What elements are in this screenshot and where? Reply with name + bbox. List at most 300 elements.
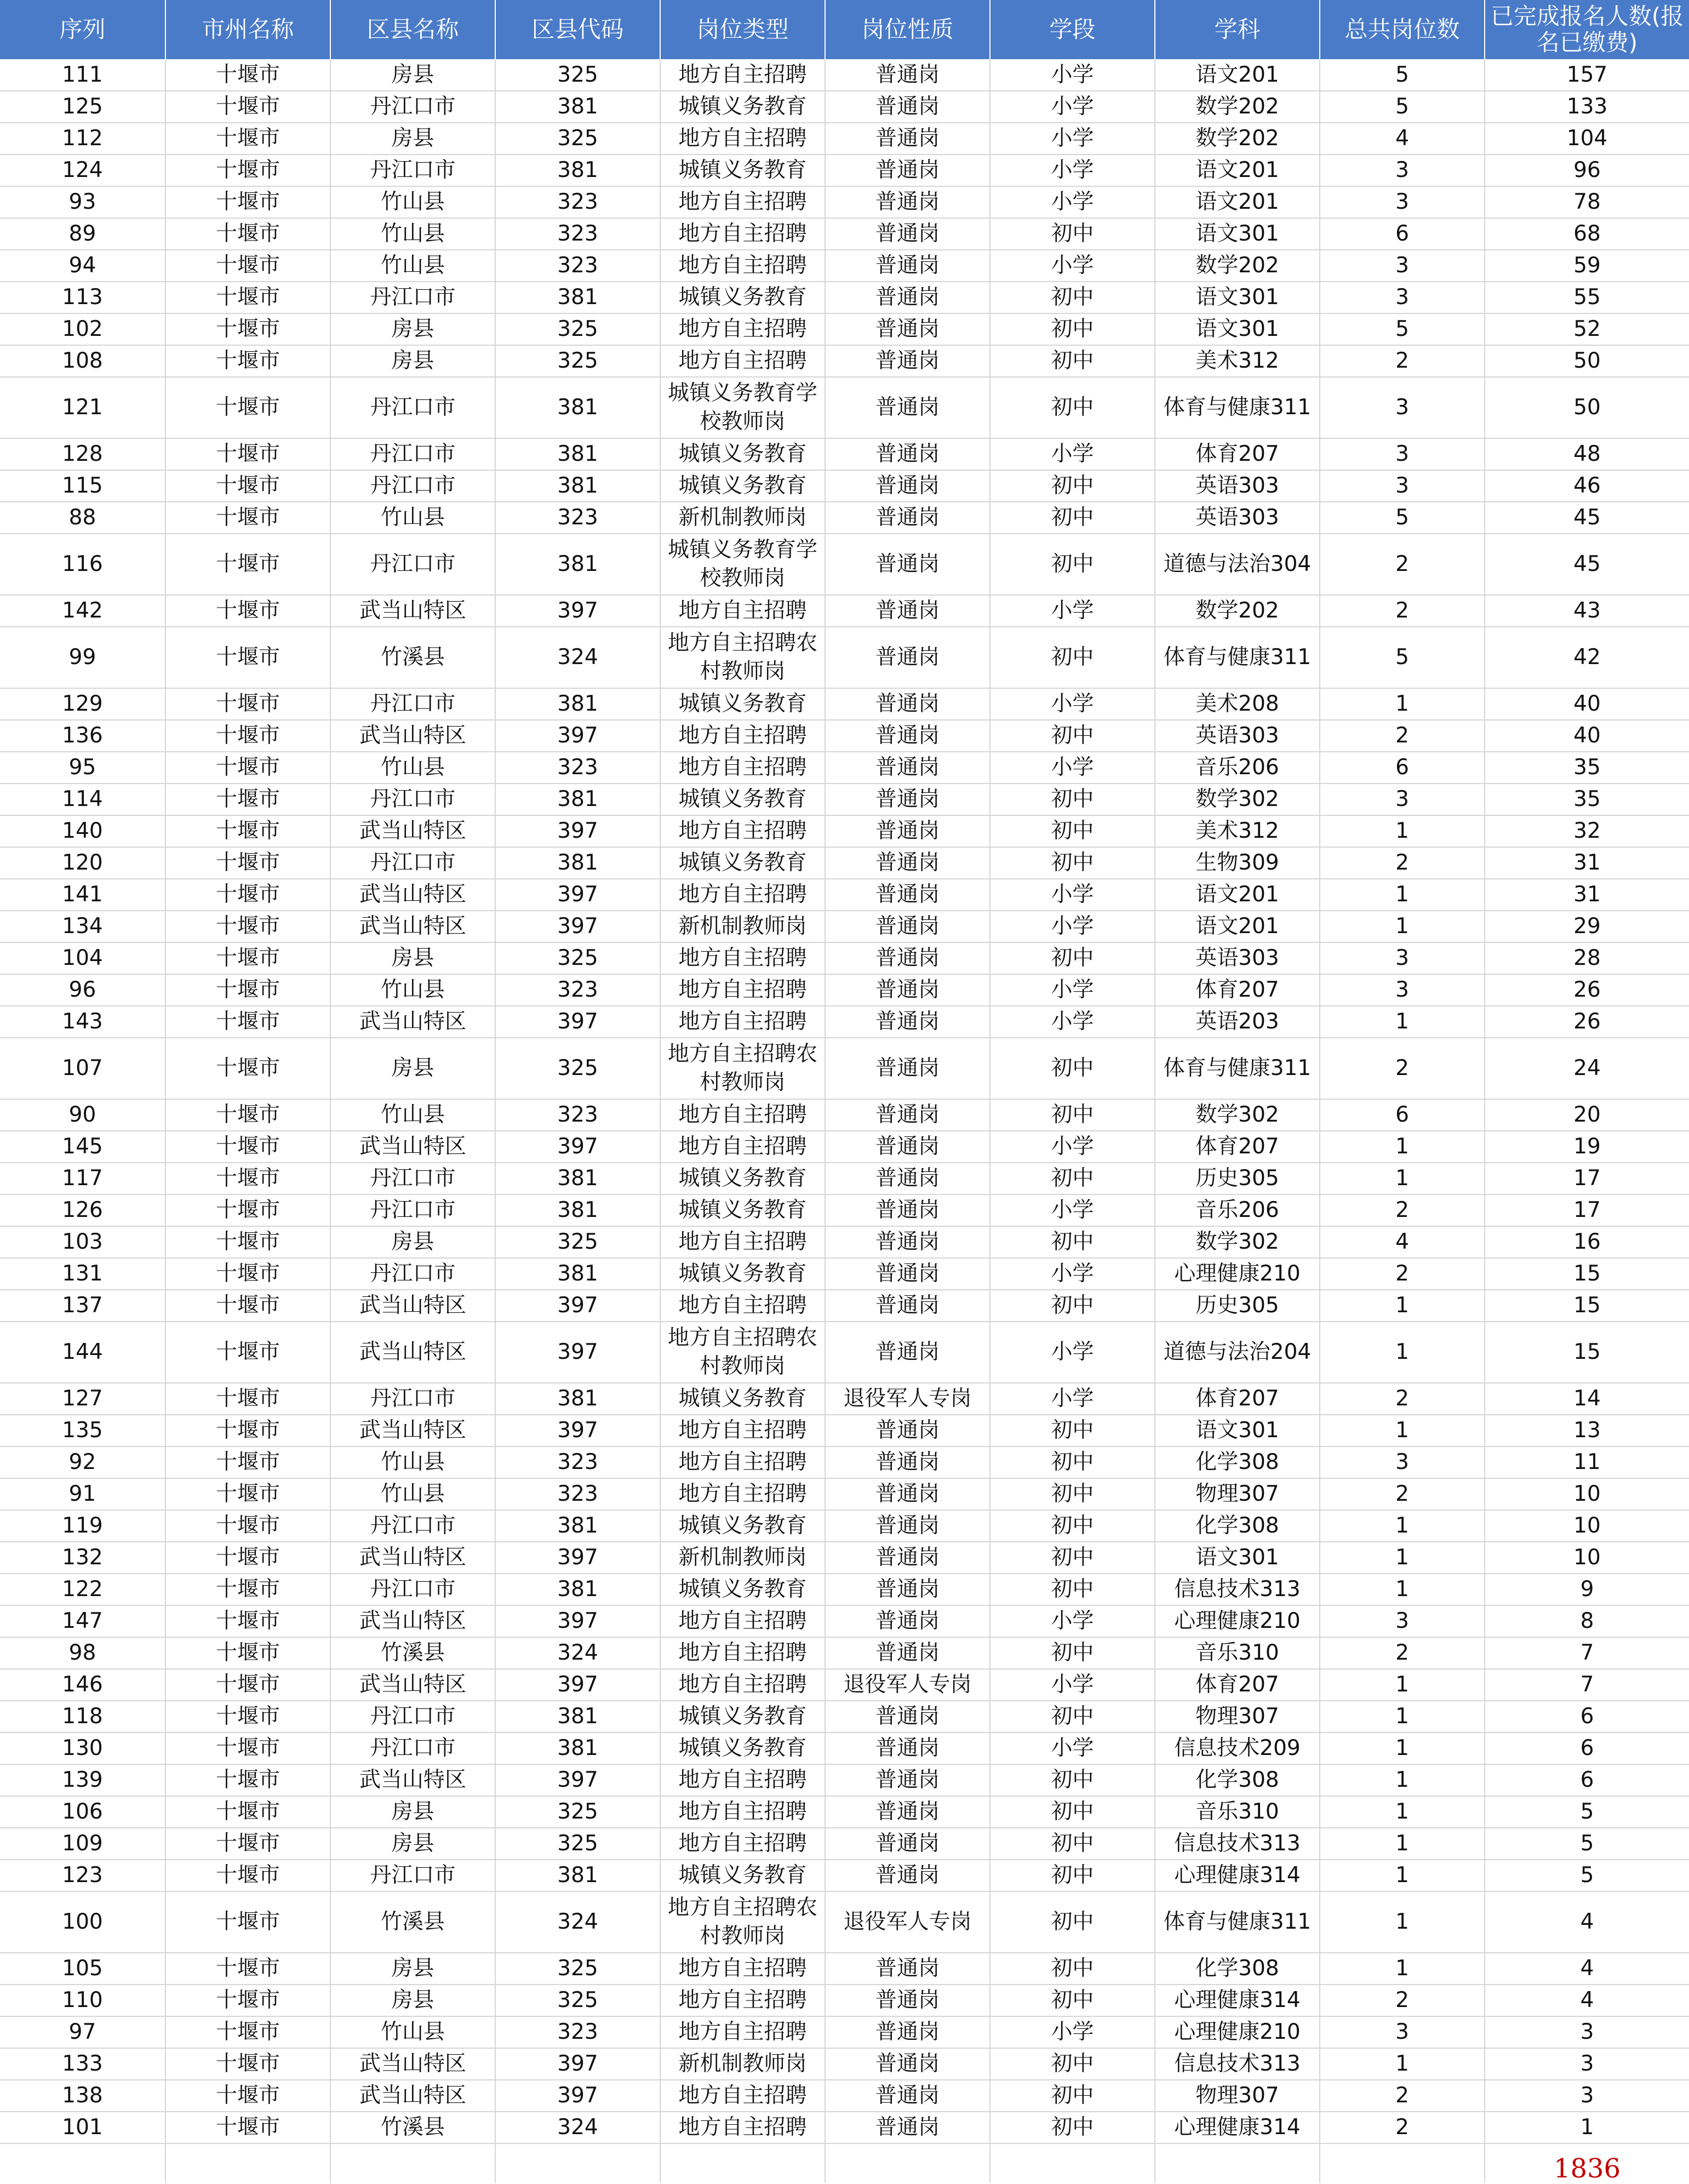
cell-city[interactable]: 十堰市 [165,688,330,720]
cell-total-posts[interactable]: 4 [1320,123,1485,155]
cell-subject[interactable]: 心理健康210 [1155,1258,1320,1290]
table-row[interactable] [0,155,1689,186]
cell-applicants[interactable]: 96 [1485,155,1689,186]
cell-serial[interactable]: 131 [0,1258,165,1290]
cell-county-code[interactable]: 381 [495,847,660,879]
cell-applicants[interactable]: 40 [1485,720,1689,752]
cell-serial[interactable]: 124 [0,155,165,186]
cell-city[interactable]: 十堰市 [165,1415,330,1447]
cell-city[interactable]: 十堰市 [165,720,330,752]
table-row[interactable] [0,720,1689,752]
cell-subject[interactable]: 数学202 [1155,595,1320,627]
cell-post-nature[interactable]: 普通岗 [825,2080,990,2112]
cell-total-posts[interactable]: 2 [1320,1194,1485,1226]
cell-city[interactable]: 十堰市 [165,1447,330,1478]
cell-serial[interactable]: 116 [0,534,165,595]
cell-post-type[interactable]: 地方自主招聘 [660,1953,825,1985]
cell-city[interactable]: 十堰市 [165,911,330,942]
cell-serial[interactable]: 90 [0,1099,165,1131]
cell-county[interactable]: 丹江口市 [330,847,495,879]
cell-county-code[interactable]: 324 [495,1891,660,1953]
cell-serial[interactable]: 104 [0,942,165,974]
cell-applicants[interactable]: 35 [1485,784,1689,815]
cell-county[interactable]: 竹溪县 [330,2112,495,2143]
cell-post-nature[interactable]: 普通岗 [825,2112,990,2143]
cell-county[interactable]: 丹江口市 [330,1194,495,1226]
cell-county[interactable]: 丹江口市 [330,1163,495,1194]
cell-subject[interactable]: 语文301 [1155,313,1320,345]
cell-total-posts[interactable]: 1 [1320,1828,1485,1860]
cell-post-nature[interactable]: 普通岗 [825,282,990,313]
table-row[interactable] [0,1163,1689,1194]
cell-post-type[interactable]: 地方自主招聘 [660,595,825,627]
table-row[interactable] [0,1891,1689,1953]
cell-county-code[interactable]: 323 [495,1447,660,1478]
cell-school-level[interactable]: 小学 [990,1383,1155,1415]
cell-serial[interactable]: 123 [0,1860,165,1891]
cell-post-nature[interactable]: 普通岗 [825,1290,990,1322]
cell-school-level[interactable]: 小学 [990,752,1155,784]
cell-post-type[interactable]: 地方自主招聘 [660,1290,825,1322]
cell-school-level[interactable]: 小学 [990,1733,1155,1764]
cell-school-level[interactable]: 初中 [990,1447,1155,1478]
cell-subject[interactable]: 信息技术313 [1155,1574,1320,1605]
cell-total-posts[interactable]: 2 [1320,345,1485,377]
cell-post-type[interactable]: 城镇义务教育 [660,91,825,123]
cell-serial[interactable]: 102 [0,313,165,345]
cell-total-posts[interactable]: 6 [1320,218,1485,250]
cell-post-type[interactable]: 新机制教师岗 [660,911,825,942]
table-row[interactable] [0,123,1689,155]
cell-city[interactable]: 十堰市 [165,974,330,1006]
cell-applicants[interactable]: 10 [1485,1478,1689,1510]
cell-school-level[interactable]: 初中 [990,1796,1155,1828]
cell-county[interactable]: 丹江口市 [330,1510,495,1542]
cell-school-level[interactable]: 小学 [990,1258,1155,1290]
cell-school-level[interactable]: 初中 [990,2048,1155,2080]
cell-post-nature[interactable]: 普通岗 [825,438,990,470]
cell-county[interactable]: 丹江口市 [330,438,495,470]
table-row[interactable] [0,1194,1689,1226]
cell-post-type[interactable]: 城镇义务教育 [660,1860,825,1891]
cell-subject[interactable]: 生物309 [1155,847,1320,879]
table-row[interactable] [0,502,1689,534]
cell-total-posts[interactable]: 5 [1320,502,1485,534]
cell-post-type[interactable]: 地方自主招聘 [660,2080,825,2112]
cell-school-level[interactable]: 初中 [990,720,1155,752]
cell-subject[interactable]: 英语303 [1155,502,1320,534]
cell-applicants[interactable]: 19 [1485,1131,1689,1163]
cell-applicants[interactable]: 7 [1485,1669,1689,1701]
cell-post-nature[interactable]: 普通岗 [825,847,990,879]
cell-applicants[interactable]: 9 [1485,1574,1689,1605]
header-total-posts[interactable]: 总共岗位数 [1320,0,1485,59]
cell-school-level[interactable]: 初中 [990,1478,1155,1510]
cell-total-posts[interactable]: 3 [1320,186,1485,218]
cell-county[interactable]: 竹山县 [330,1447,495,1478]
cell-post-nature[interactable]: 普通岗 [825,752,990,784]
cell-total-posts[interactable]: 1 [1320,1860,1485,1891]
cell-total-posts[interactable]: 2 [1320,1637,1485,1669]
cell-county[interactable]: 房县 [330,313,495,345]
cell-total-posts[interactable]: 2 [1320,2080,1485,2112]
cell-applicants[interactable]: 40 [1485,688,1689,720]
cell-applicants[interactable]: 11 [1485,1447,1689,1478]
cell-city[interactable]: 十堰市 [165,1322,330,1383]
cell-county-code[interactable]: 325 [495,313,660,345]
header-county-code[interactable]: 区县代码 [495,0,660,59]
cell-post-nature[interactable]: 普通岗 [825,534,990,595]
cell-serial[interactable]: 142 [0,595,165,627]
table-row[interactable] [0,59,1689,91]
cell-post-nature[interactable]: 普通岗 [825,155,990,186]
cell-school-level[interactable]: 初中 [990,1226,1155,1258]
cell-county[interactable]: 武当山特区 [330,1669,495,1701]
cell-post-nature[interactable]: 普通岗 [825,1226,990,1258]
cell-serial[interactable]: 108 [0,345,165,377]
cell-school-level[interactable]: 小学 [990,250,1155,282]
cell-school-level[interactable]: 初中 [990,1701,1155,1733]
cell-school-level[interactable]: 小学 [990,595,1155,627]
cell-city[interactable]: 十堰市 [165,1194,330,1226]
cell-serial[interactable]: 94 [0,250,165,282]
cell-applicants[interactable]: 4 [1485,1985,1689,2016]
cell-school-level[interactable]: 初中 [990,847,1155,879]
cell-city[interactable]: 十堰市 [165,1860,330,1891]
cell-school-level[interactable]: 初中 [990,815,1155,847]
cell-applicants[interactable]: 15 [1485,1258,1689,1290]
cell-subject[interactable]: 数学302 [1155,1226,1320,1258]
cell-post-nature[interactable]: 退役军人专岗 [825,1891,990,1953]
cell-serial[interactable]: 134 [0,911,165,942]
cell-total-posts[interactable]: 5 [1320,313,1485,345]
table-row[interactable] [0,1574,1689,1605]
cell-total-posts[interactable]: 1 [1320,688,1485,720]
cell-subject[interactable]: 体育与健康311 [1155,1891,1320,1953]
cell-school-level[interactable]: 小学 [990,1194,1155,1226]
cell-county-code[interactable]: 324 [495,627,660,688]
cell-county-code[interactable]: 323 [495,218,660,250]
cell-county[interactable]: 丹江口市 [330,688,495,720]
cell-post-type[interactable]: 城镇义务教育 [660,470,825,502]
table-row[interactable] [0,1701,1689,1733]
cell-school-level[interactable]: 初中 [990,627,1155,688]
cell-county[interactable]: 武当山特区 [330,2080,495,2112]
cell-post-nature[interactable]: 普通岗 [825,250,990,282]
cell-total-posts[interactable]: 1 [1320,815,1485,847]
cell-school-level[interactable]: 小学 [990,688,1155,720]
cell-school-level[interactable]: 初中 [990,784,1155,815]
table-row[interactable] [0,1828,1689,1860]
cell-post-nature[interactable]: 退役军人专岗 [825,1669,990,1701]
cell-post-type[interactable]: 地方自主招聘农村教师岗 [660,1891,825,1953]
cell-subject[interactable]: 历史305 [1155,1163,1320,1194]
cell-applicants[interactable]: 157 [1485,59,1689,91]
cell-post-type[interactable]: 地方自主招聘 [660,345,825,377]
cell-post-nature[interactable]: 普通岗 [825,595,990,627]
cell-county-code[interactable]: 381 [495,438,660,470]
cell-county[interactable]: 竹山县 [330,974,495,1006]
cell-school-level[interactable]: 初中 [990,1163,1155,1194]
table-row[interactable] [0,1258,1689,1290]
cell-applicants[interactable]: 48 [1485,438,1689,470]
cell-subject[interactable]: 数学202 [1155,91,1320,123]
header-post-nature[interactable]: 岗位性质 [825,0,990,59]
cell-school-level[interactable]: 小学 [990,1322,1155,1383]
cell-applicants[interactable]: 16 [1485,1226,1689,1258]
cell-post-type[interactable]: 地方自主招聘 [660,1478,825,1510]
cell-applicants[interactable]: 31 [1485,847,1689,879]
table-row[interactable] [0,1953,1689,1985]
cell-county[interactable]: 竹溪县 [330,627,495,688]
cell-county[interactable]: 武当山特区 [330,911,495,942]
cell-serial[interactable]: 130 [0,1733,165,1764]
cell-subject[interactable]: 体育207 [1155,1383,1320,1415]
table-row[interactable] [0,688,1689,720]
table-row[interactable] [0,282,1689,313]
cell-post-type[interactable]: 地方自主招聘 [660,1006,825,1038]
cell-county-code[interactable]: 381 [495,1574,660,1605]
cell-county-code[interactable]: 381 [495,1701,660,1733]
cell-applicants[interactable]: 15 [1485,1322,1689,1383]
cell-post-nature[interactable]: 普通岗 [825,1038,990,1099]
cell-school-level[interactable]: 初中 [990,502,1155,534]
cell-city[interactable]: 十堰市 [165,59,330,91]
table-row[interactable] [0,534,1689,595]
cell-school-level[interactable]: 初中 [990,470,1155,502]
table-row[interactable] [0,1733,1689,1764]
cell-county-code[interactable]: 325 [495,59,660,91]
cell-subject[interactable]: 心理健康314 [1155,1860,1320,1891]
cell-city[interactable]: 十堰市 [165,218,330,250]
cell-subject[interactable]: 化学308 [1155,1953,1320,1985]
cell-subject[interactable]: 体育207 [1155,438,1320,470]
cell-post-type[interactable]: 新机制教师岗 [660,1542,825,1574]
cell-city[interactable]: 十堰市 [165,1953,330,1985]
cell-applicants[interactable]: 15 [1485,1290,1689,1322]
cell-post-type[interactable]: 城镇义务教育 [660,784,825,815]
cell-applicants[interactable]: 32 [1485,815,1689,847]
cell-serial[interactable]: 99 [0,627,165,688]
cell-post-type[interactable]: 城镇义务教育 [660,1510,825,1542]
cell-school-level[interactable]: 初中 [990,1985,1155,2016]
cell-total-posts[interactable]: 2 [1320,1383,1485,1415]
cell-post-nature[interactable]: 退役军人专岗 [825,1383,990,1415]
cell-school-level[interactable]: 初中 [990,1510,1155,1542]
table-row[interactable] [0,1322,1689,1383]
cell-city[interactable]: 十堰市 [165,534,330,595]
cell-applicants[interactable]: 24 [1485,1038,1689,1099]
cell-total-posts[interactable]: 3 [1320,1447,1485,1478]
cell-post-type[interactable]: 城镇义务教育 [660,155,825,186]
cell-subject[interactable]: 英语303 [1155,720,1320,752]
cell-county-code[interactable]: 323 [495,2016,660,2048]
cell-post-nature[interactable]: 普通岗 [825,942,990,974]
table-row[interactable] [0,815,1689,847]
cell-school-level[interactable]: 初中 [990,1764,1155,1796]
cell-county[interactable]: 房县 [330,1828,495,1860]
cell-county-code[interactable]: 397 [495,2048,660,2080]
cell-county-code[interactable]: 323 [495,502,660,534]
cell-total-posts[interactable]: 1 [1320,1542,1485,1574]
cell-subject[interactable]: 信息技术313 [1155,1828,1320,1860]
cell-city[interactable]: 十堰市 [165,470,330,502]
cell-applicants[interactable]: 26 [1485,974,1689,1006]
cell-school-level[interactable]: 初中 [990,1637,1155,1669]
cell-post-type[interactable]: 地方自主招聘 [660,1828,825,1860]
cell-total-posts[interactable]: 5 [1320,627,1485,688]
cell-serial[interactable]: 96 [0,974,165,1006]
cell-post-type[interactable]: 地方自主招聘 [660,1637,825,1669]
cell-serial[interactable]: 127 [0,1383,165,1415]
cell-city[interactable]: 十堰市 [165,91,330,123]
cell-post-type[interactable]: 新机制教师岗 [660,2048,825,2080]
cell-applicants[interactable]: 52 [1485,313,1689,345]
cell-post-nature[interactable]: 普通岗 [825,1796,990,1828]
table-row[interactable] [0,1637,1689,1669]
cell-county[interactable]: 丹江口市 [330,1860,495,1891]
cell-serial[interactable]: 109 [0,1828,165,1860]
cell-applicants[interactable]: 5 [1485,1828,1689,1860]
cell-post-nature[interactable]: 普通岗 [825,1006,990,1038]
table-row[interactable] [0,1038,1689,1099]
cell-serial[interactable]: 98 [0,1637,165,1669]
table-row[interactable] [0,2016,1689,2048]
cell-total-posts[interactable]: 2 [1320,595,1485,627]
cell-county-code[interactable]: 397 [495,720,660,752]
cell-county[interactable]: 房县 [330,123,495,155]
cell-post-nature[interactable]: 普通岗 [825,974,990,1006]
cell-county[interactable]: 房县 [330,1953,495,1985]
cell-serial[interactable]: 107 [0,1038,165,1099]
cell-city[interactable]: 十堰市 [165,1891,330,1953]
cell-school-level[interactable]: 小学 [990,91,1155,123]
cell-subject[interactable]: 物理307 [1155,2080,1320,2112]
cell-school-level[interactable]: 小学 [990,1669,1155,1701]
cell-total-posts[interactable]: 1 [1320,1322,1485,1383]
cell-post-nature[interactable]: 普通岗 [825,1510,990,1542]
cell-post-type[interactable]: 地方自主招聘 [660,1605,825,1637]
cell-county[interactable]: 竹山县 [330,1478,495,1510]
cell-county-code[interactable]: 381 [495,377,660,438]
cell-county[interactable]: 丹江口市 [330,155,495,186]
cell-county-code[interactable]: 381 [495,1163,660,1194]
cell-post-nature[interactable]: 普通岗 [825,186,990,218]
cell-school-level[interactable]: 初中 [990,1415,1155,1447]
cell-post-type[interactable]: 地方自主招聘农村教师岗 [660,627,825,688]
cell-city[interactable]: 十堰市 [165,847,330,879]
header-county[interactable]: 区县名称 [330,0,495,59]
cell-school-level[interactable]: 初中 [990,534,1155,595]
cell-county-code[interactable]: 381 [495,534,660,595]
cell-county-code[interactable]: 325 [495,345,660,377]
cell-serial[interactable]: 101 [0,2112,165,2143]
cell-applicants[interactable]: 20 [1485,1099,1689,1131]
cell-county-code[interactable]: 324 [495,1637,660,1669]
table-row[interactable] [0,1226,1689,1258]
cell-subject[interactable]: 体育与健康311 [1155,1038,1320,1099]
table-row[interactable] [0,847,1689,879]
cell-county-code[interactable]: 397 [495,1322,660,1383]
cell-county[interactable]: 竹溪县 [330,1637,495,1669]
cell-applicants[interactable]: 13 [1485,1415,1689,1447]
cell-city[interactable]: 十堰市 [165,1637,330,1669]
cell-city[interactable]: 十堰市 [165,1605,330,1637]
cell-applicants[interactable]: 8 [1485,1605,1689,1637]
cell-city[interactable]: 十堰市 [165,2112,330,2143]
table-row[interactable] [0,1796,1689,1828]
cell-post-nature[interactable]: 普通岗 [825,91,990,123]
cell-county-code[interactable]: 397 [495,1764,660,1796]
cell-subject[interactable]: 道德与法治204 [1155,1322,1320,1383]
cell-total-posts[interactable]: 1 [1320,1006,1485,1038]
cell-county-code[interactable]: 325 [495,1796,660,1828]
cell-post-type[interactable]: 地方自主招聘 [660,1764,825,1796]
cell-post-nature[interactable]: 普通岗 [825,720,990,752]
cell-subject[interactable]: 音乐206 [1155,752,1320,784]
cell-school-level[interactable]: 初中 [990,1574,1155,1605]
cell-city[interactable]: 十堰市 [165,1226,330,1258]
cell-post-type[interactable]: 地方自主招聘 [660,218,825,250]
table-row[interactable] [0,250,1689,282]
cell-county[interactable]: 竹山县 [330,186,495,218]
table-row[interactable] [0,911,1689,942]
cell-subject[interactable]: 数学302 [1155,784,1320,815]
cell-county[interactable]: 房县 [330,1796,495,1828]
cell-post-nature[interactable]: 普通岗 [825,1764,990,1796]
table-row[interactable] [0,784,1689,815]
cell-applicants[interactable]: 6 [1485,1764,1689,1796]
cell-post-type[interactable]: 城镇义务教育 [660,1574,825,1605]
cell-post-nature[interactable]: 普通岗 [825,1985,990,2016]
table-row[interactable] [0,627,1689,688]
cell-subject[interactable]: 语文301 [1155,1415,1320,1447]
cell-county-code[interactable]: 397 [495,815,660,847]
table-row[interactable] [0,313,1689,345]
cell-county[interactable]: 房县 [330,1226,495,1258]
cell-city[interactable]: 十堰市 [165,1701,330,1733]
table-row[interactable] [0,1131,1689,1163]
table-row[interactable] [0,752,1689,784]
cell-post-type[interactable]: 地方自主招聘农村教师岗 [660,1322,825,1383]
cell-county[interactable]: 武当山特区 [330,1764,495,1796]
cell-school-level[interactable]: 初中 [990,1953,1155,1985]
cell-county[interactable]: 丹江口市 [330,1733,495,1764]
cell-post-nature[interactable]: 普通岗 [825,1574,990,1605]
cell-post-type[interactable]: 地方自主招聘 [660,123,825,155]
cell-school-level[interactable]: 小学 [990,974,1155,1006]
cell-school-level[interactable]: 小学 [990,123,1155,155]
cell-serial[interactable]: 105 [0,1953,165,1985]
cell-applicants[interactable]: 43 [1485,595,1689,627]
cell-school-level[interactable]: 小学 [990,186,1155,218]
cell-serial[interactable]: 129 [0,688,165,720]
cell-total-posts[interactable]: 1 [1320,1415,1485,1447]
cell-county-code[interactable]: 381 [495,1383,660,1415]
cell-county[interactable]: 竹山县 [330,218,495,250]
cell-post-type[interactable]: 城镇义务教育 [660,1163,825,1194]
table-row[interactable] [0,2112,1689,2143]
cell-total-posts[interactable]: 2 [1320,1258,1485,1290]
cell-county-code[interactable]: 325 [495,942,660,974]
cell-subject[interactable]: 英语303 [1155,942,1320,974]
cell-county[interactable]: 武当山特区 [330,1605,495,1637]
cell-applicants[interactable]: 104 [1485,123,1689,155]
cell-city[interactable]: 十堰市 [165,1258,330,1290]
cell-applicants[interactable]: 17 [1485,1194,1689,1226]
cell-total-posts[interactable]: 1 [1320,1796,1485,1828]
table-row[interactable] [0,942,1689,974]
